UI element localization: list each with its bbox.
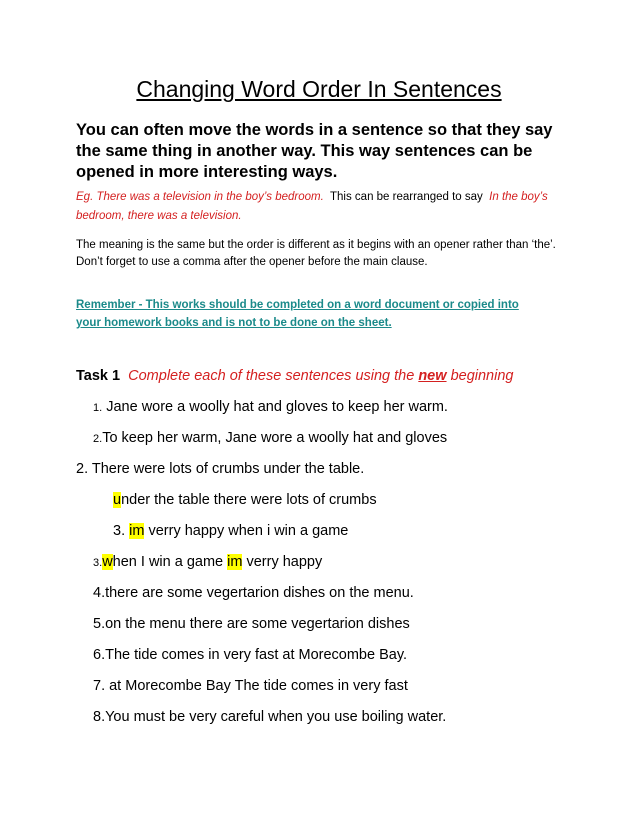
sentence-text: nder the table there were lots of crumbs bbox=[121, 492, 377, 508]
sentence-line-3: 2. There were lots of crumbs under the table. bbox=[76, 461, 365, 477]
sentence-line-8: 5.on the menu there are some vegertarion dishes bbox=[93, 616, 410, 632]
sentence-text: Jane wore a woolly hat and gloves to keep her warm. bbox=[106, 399, 448, 415]
sentence-text: To keep her warm, Jane wore a woolly hat and gloves bbox=[102, 430, 448, 446]
sentence-text-end: verry happy bbox=[242, 554, 323, 570]
sentence-line-2 bbox=[93, 430, 447, 446]
sentence-line-11: 8.You must be very careful when you use boiling water. bbox=[93, 709, 447, 725]
task-new-word: new bbox=[418, 368, 447, 384]
example-rearranged: In the boy’s bedroom, there was a television. bbox=[76, 191, 548, 222]
sentence-prefix: 3. bbox=[113, 523, 130, 539]
intro-paragraph: You can often move the words in a sentence so that they say the same thing in another way. This way sentences can be opened in more interesting ways. bbox=[76, 121, 553, 181]
example-paragraph bbox=[76, 188, 566, 226]
remember-note: Remember - This works should be completed on a word document or copied into your homework books and is not to be done on the sheet. bbox=[76, 299, 519, 329]
task-instruction: Complete each of these sentences using the bbox=[128, 368, 415, 384]
highlighted-text: im bbox=[129, 523, 145, 539]
sentence-line-5 bbox=[113, 523, 348, 539]
sentence-line-1 bbox=[93, 399, 448, 415]
line-number: 2. bbox=[93, 433, 103, 445]
line-number: 3. bbox=[93, 557, 103, 569]
meaning-paragraph: The meaning is the same but the order is different as it begins with an opener rather than ‘the’. Don’t forget to use a comma after the opener before the main clause. bbox=[76, 239, 556, 268]
task-instruction-end: beginning bbox=[450, 368, 514, 384]
task-heading bbox=[76, 368, 513, 384]
highlighted-text: u bbox=[113, 492, 122, 508]
page-title: Changing Word Order In Sentences bbox=[136, 76, 502, 102]
sentence-text: verry happy when i win a game bbox=[144, 523, 349, 539]
sentence-line-4 bbox=[113, 492, 377, 508]
sentence-line-9: 6.The tide comes in very fast at Morecombe Bay. bbox=[93, 647, 408, 663]
sentence-text: hen I win a game bbox=[112, 554, 228, 570]
sentence-line-10: 7. at Morecombe Bay The tide comes in very fast bbox=[93, 678, 408, 694]
highlighted-text: w bbox=[102, 554, 113, 570]
sentence-line-7: 4.there are some vegertarion dishes on the menu. bbox=[93, 585, 414, 601]
task-label: Task 1 bbox=[76, 368, 121, 384]
example-original: Eg. There was a television in the boy’s bedroom. bbox=[76, 191, 324, 203]
line-number: 1. bbox=[93, 402, 103, 414]
example-middle-text: This can be rearranged to say bbox=[330, 191, 483, 203]
highlighted-text-2: im bbox=[227, 554, 243, 570]
sentence-line-6 bbox=[93, 554, 322, 570]
